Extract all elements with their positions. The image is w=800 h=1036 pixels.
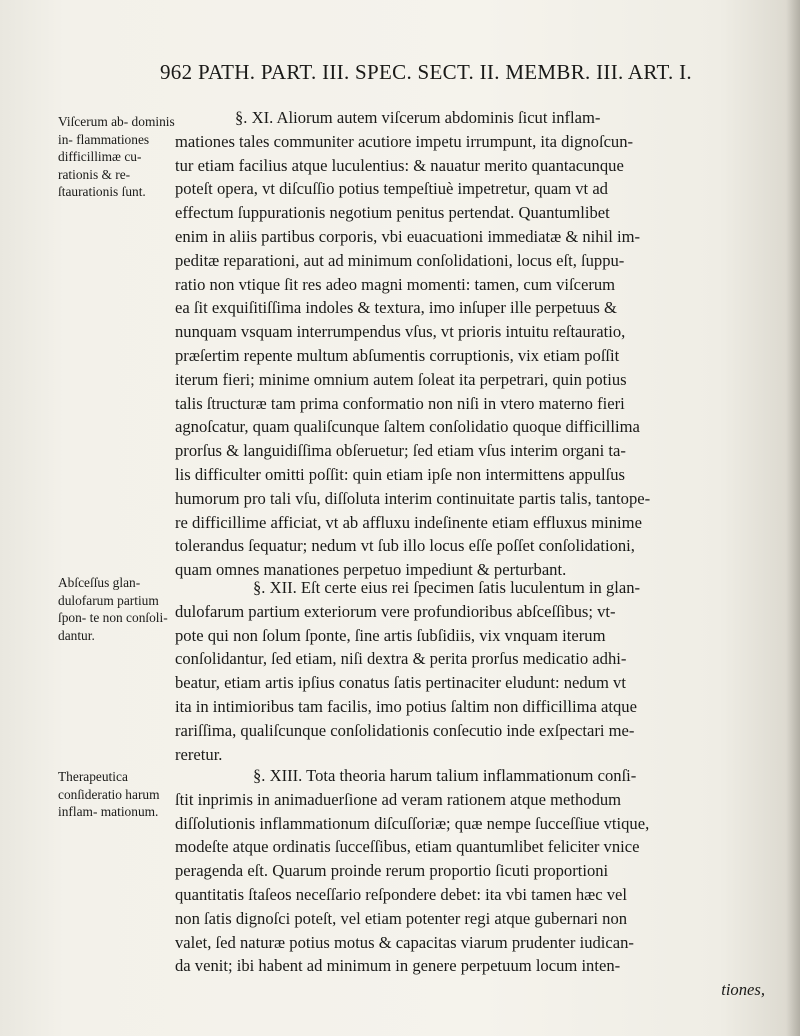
running-header — [160, 60, 760, 85]
margin-note-2: Abſceſſus glan- dulofarum partium ſpon- te non conſoli- dantur. — [58, 575, 168, 643]
text-line: §. XIII. Tota theoria harum talium inflammationum conſi- — [253, 766, 637, 785]
text-line: effectum ſuppurationis negotium penitus pertendat. Quantumlibet — [175, 203, 610, 223]
paragraph-section-11 — [175, 106, 765, 582]
text-line: poteſt opera, vt diſcuſſio potius tempeſtiuè impetretur, quam vt ad — [175, 179, 608, 199]
text-line: humorum pro tali vſu, diſſoluta interim continuitate partis talis, tantope- — [175, 488, 651, 508]
text-line: reretur. — [175, 744, 223, 764]
text-line: re difficillime afficiat, vt ab affluxu indeſinente etiam effluxus minime — [175, 512, 642, 532]
text-line: iterum fieri; minime omnium autem ſoleat ita perpetrari, quin potius — [175, 369, 627, 389]
text-line: ſtit inprimis in animaduerſione ad veram rationem atque methodum — [175, 789, 622, 809]
text-line: quantitatis ſtaſeos neceſſario reſpondere debet: ita vbi tamen hæc vel — [175, 884, 628, 904]
catchword: tiones, — [721, 980, 765, 1000]
text-line: beatur, etiam artis ipſius conatus ſatis pertinaciter eludunt: nedum vt — [175, 673, 626, 693]
paragraph-section-13 — [175, 764, 765, 1002]
page-edge-shadow — [786, 0, 800, 1036]
text-line: lis difficulter omitti poſſit: quin etiam ipſe non intermittens appulſus — [175, 464, 625, 484]
text-line: dulofarum partium exteriorum vere profundioribus abſceſſibus; vt- — [175, 601, 616, 621]
text-line: non ſatis dignoſci poteſt, vel etiam potenter regi atque gubernari non — [175, 908, 628, 928]
margin-note-3: Therapeutica conſideratio harum inflam- mationum. — [58, 769, 160, 819]
text-line: peditæ reparationi, aut ad minimum conſolidationi, locus eſt, ſuppu- — [175, 250, 625, 270]
text-line: nunquam vsquam interrumpendus vſus, vt prioris intuitu reſtauratio, — [175, 322, 626, 342]
text-line: ratio non vtique ſit res adeo magni momenti: tamen, cum viſcerum — [175, 274, 616, 294]
text-line: tolerandus ſequatur; nedum vt ſub illo locus eſſe poſſet conſolidationi, — [175, 536, 635, 556]
text-line: diſſolutionis inflammationum diſcuſſoriæ; quæ nempe ſucceſſiue vtique, — [175, 813, 650, 833]
text-line: valet, ſed naturæ potius motus & capacitas viarum prudenter iudican- — [175, 932, 634, 952]
margin-note-1: Viſcerum ab- dominis in- flammationes difficillimæ cu- rationis & re- ſtaurationis ſunt. — [58, 114, 175, 199]
text-line: agnoſcatur, quam qualiſcunque ſaltem conſolidatio quoque difficillima — [175, 417, 640, 437]
text-line: ea ſit exquiſitiſſima indoles & textura, imo inſuper ille perpetuus & — [175, 298, 617, 318]
text-line: ita in intimioribus tam facilis, imo potius ſaltim non difficillima atque — [175, 696, 637, 716]
text-line: prorſus & languidiſſima obſeruetur; ſed etiam vſus interim organi ta- — [175, 441, 626, 461]
text-line: mationes tales communiter acutiore impetu irrumpunt, ita dignoſcun- — [175, 131, 634, 151]
text-line: pote qui non ſolum ſponte, ſine artis ſubſidiis, vix vnquam iterum — [175, 625, 606, 645]
text-line: modeſte atque ordinatis ſucceſſibus, etiam quantumlibet feliciter vnice — [175, 837, 640, 857]
running-title: PATH. PART. III. SPEC. SECT. II. MEMBR. III. ART. I. — [197, 60, 692, 84]
text-line: conſolidantur, ſed etiam, niſi dextra & perita prorſus medicatio adhi- — [175, 649, 627, 669]
text-line: quam omnes manationes perpetuo impediunt & perturbant. — [175, 560, 567, 580]
text-line: talis ſtructuræ tam prima conformatio non niſi in vtero materno fieri — [175, 393, 625, 413]
text-line: præſertim repente multum abſumentis corruptionis, vix etiam poſſit — [175, 345, 620, 365]
page-number: 962 — [160, 60, 193, 84]
text-line: tur etiam facilius atque luculentius: & nauatur merito quantacunque — [175, 155, 624, 175]
text-line: §. XII. Eſt certe eius rei ſpecimen ſatis luculentum in glan- — [253, 578, 641, 597]
text-line: da venit; ibi habent ad minimum in genere perpetuum locum inten- — [175, 956, 621, 976]
text-line: peragenda eſt. Quarum proinde rerum proportio ſicuti proportioni — [175, 861, 609, 881]
text-line: enim in aliis partibus corporis, vbi euacuationi immediatæ & nihil im- — [175, 226, 641, 246]
text-line: §. XI. Aliorum autem viſcerum abdominis ſicut inflam- — [235, 108, 601, 127]
text-line: rariſſima, qualiſcunque conſolidationis conſecutio inde exſpectari me- — [175, 720, 635, 740]
paragraph-section-12 — [175, 576, 765, 766]
